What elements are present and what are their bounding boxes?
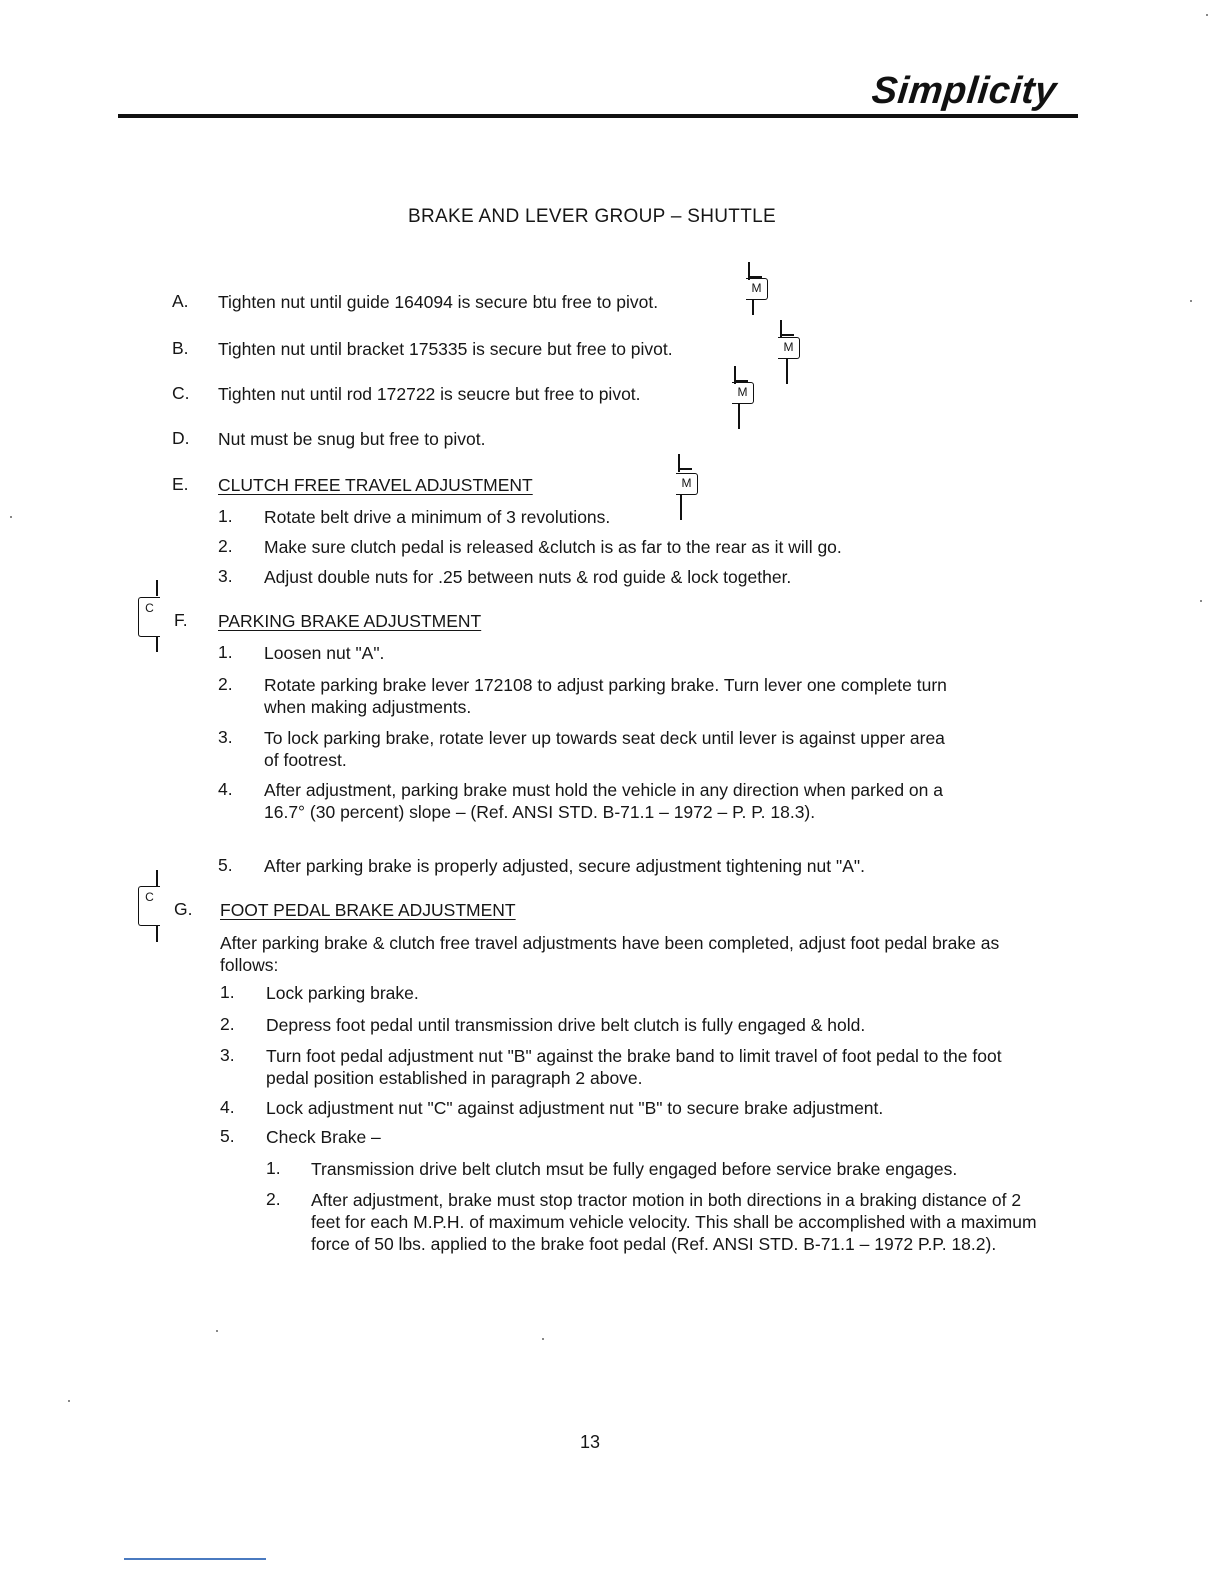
e-step-num: 3. <box>218 566 233 586</box>
m-badge: M <box>746 278 768 300</box>
g-step-num: 3. <box>220 1045 235 1065</box>
item-f-heading: PARKING BRAKE ADJUSTMENT <box>218 611 482 631</box>
f-step-num: 3. <box>218 727 233 747</box>
marker-stem <box>752 299 754 315</box>
f-step-text: Loosen nut "A". <box>264 643 385 663</box>
item-b-text: Tighten nut until bracket 175335 is secure but free to pivot. <box>218 339 673 359</box>
item-a-text: Tighten nut until guide 164094 is secure btu free to pivot. <box>218 292 659 312</box>
g-substep-num: 2. <box>266 1189 281 1209</box>
marker-stem <box>156 926 158 942</box>
item-e-heading: CLUTCH FREE TRAVEL ADJUSTMENT <box>218 475 533 495</box>
marker-tick <box>780 334 794 336</box>
e-step-text: Rotate belt drive a minimum of 3 revolutions. <box>264 507 611 527</box>
c-badge: C <box>138 886 160 926</box>
header-rule <box>118 114 1078 118</box>
scan-speck <box>1206 14 1208 16</box>
g-step-text: Lock adjustment nut "C" against adjustment nut "B" to secure brake adjustment. <box>266 1098 884 1118</box>
footer-rule <box>124 1558 266 1560</box>
g-step-num: 2. <box>220 1014 235 1034</box>
g-substep-num: 1. <box>266 1158 281 1178</box>
marker-stem <box>156 580 158 596</box>
marker-stem <box>680 494 682 520</box>
scan-speck <box>1190 300 1192 302</box>
c-badge: C <box>138 597 160 637</box>
item-d-text: Nut must be snug but free to pivot. <box>218 429 486 449</box>
page-number: 13 <box>579 1432 601 1452</box>
scan-speck <box>10 516 12 518</box>
m-badge: M <box>676 473 698 495</box>
item-f-label: F. <box>174 610 188 630</box>
e-step-text: Adjust double nuts for .25 between nuts & rod guide & lock together. <box>264 567 792 587</box>
item-c-text: Tighten nut until rod 172722 is seucre but free to pivot. <box>218 384 641 404</box>
e-step-num: 2. <box>218 536 233 556</box>
item-b-label: B. <box>172 338 189 358</box>
marker-stem <box>156 636 158 652</box>
scan-speck <box>542 1338 544 1340</box>
g-step-num: 4. <box>220 1097 235 1117</box>
item-a-label: A. <box>172 291 189 311</box>
g-substep-text: Transmission drive belt clutch msut be fully engaged before service brake engages. <box>311 1159 958 1179</box>
f-step-num: 2. <box>218 674 233 694</box>
f-step-text: To lock parking brake, rotate lever up towards seat deck until lever is against upper area of footrest. <box>264 728 945 770</box>
marker-stem <box>786 358 788 384</box>
scan-speck <box>1200 600 1202 602</box>
g-step-text: Depress foot pedal until transmission drive belt clutch is fully engaged & hold. <box>266 1015 866 1035</box>
e-step-text: Make sure clutch pedal is released &clutch is as far to the rear as it will go. <box>264 537 842 557</box>
marker-stem <box>156 870 158 886</box>
g-step-num: 5. <box>220 1126 235 1146</box>
item-c-label: C. <box>172 383 190 403</box>
marker-tick <box>678 468 692 470</box>
g-substep-text: After adjustment, brake must stop tractor motion in both directions in a braking distance of 2 feet for each M.P.H. of maximum vehicle velocity. This shall be accomplished with a maximum force of 50 lbs. applied to the brake foot pedal (Ref. ANSI STD. B-71.1 – 1972 P.P. 18.2). <box>311 1190 1037 1254</box>
page-title: BRAKE AND LEVER GROUP – SHUTTLE <box>408 206 776 227</box>
f-step-text: After adjustment, parking brake must hold the vehicle in any direction when parked on a 16.7° (30 percent) slope – (Ref. ANSI STD. B-71.1 – 1972 – P. P. 18.3). <box>264 780 943 822</box>
f-step-num: 5. <box>218 855 233 875</box>
g-step-num: 1. <box>220 982 235 1002</box>
g-step-text: Lock parking brake. <box>266 983 419 1003</box>
scan-speck <box>216 1330 218 1332</box>
m-badge: M <box>778 337 800 359</box>
item-e-label: E. <box>172 474 189 494</box>
item-g-heading: FOOT PEDAL BRAKE ADJUSTMENT <box>220 900 516 920</box>
e-step-num: 1. <box>218 506 233 526</box>
m-badge: M <box>732 382 754 404</box>
g-intro-text: After parking brake & clutch free travel adjustments have been completed, adjust foot pedal brake as follows: <box>220 933 1000 975</box>
g-step-text: Check Brake – <box>266 1127 381 1147</box>
f-step-num: 1. <box>218 642 233 662</box>
g-step-text: Turn foot pedal adjustment nut "B" against the brake band to limit travel of foot pedal to the foot pedal position established in paragraph 2 above. <box>266 1046 1002 1088</box>
brand-logo: Simplicity <box>869 70 1059 112</box>
marker-stem <box>738 403 740 429</box>
scan-speck <box>68 1400 70 1402</box>
f-step-num: 4. <box>218 779 233 799</box>
f-step-text: After parking brake is properly adjusted, secure adjustment tightening nut "A". <box>264 856 865 876</box>
item-d-label: D. <box>172 428 190 448</box>
f-step-text: Rotate parking brake lever 172108 to adjust parking brake. Turn lever one complete turn when making adjustments. <box>264 675 947 717</box>
item-g-label: G. <box>174 899 193 919</box>
